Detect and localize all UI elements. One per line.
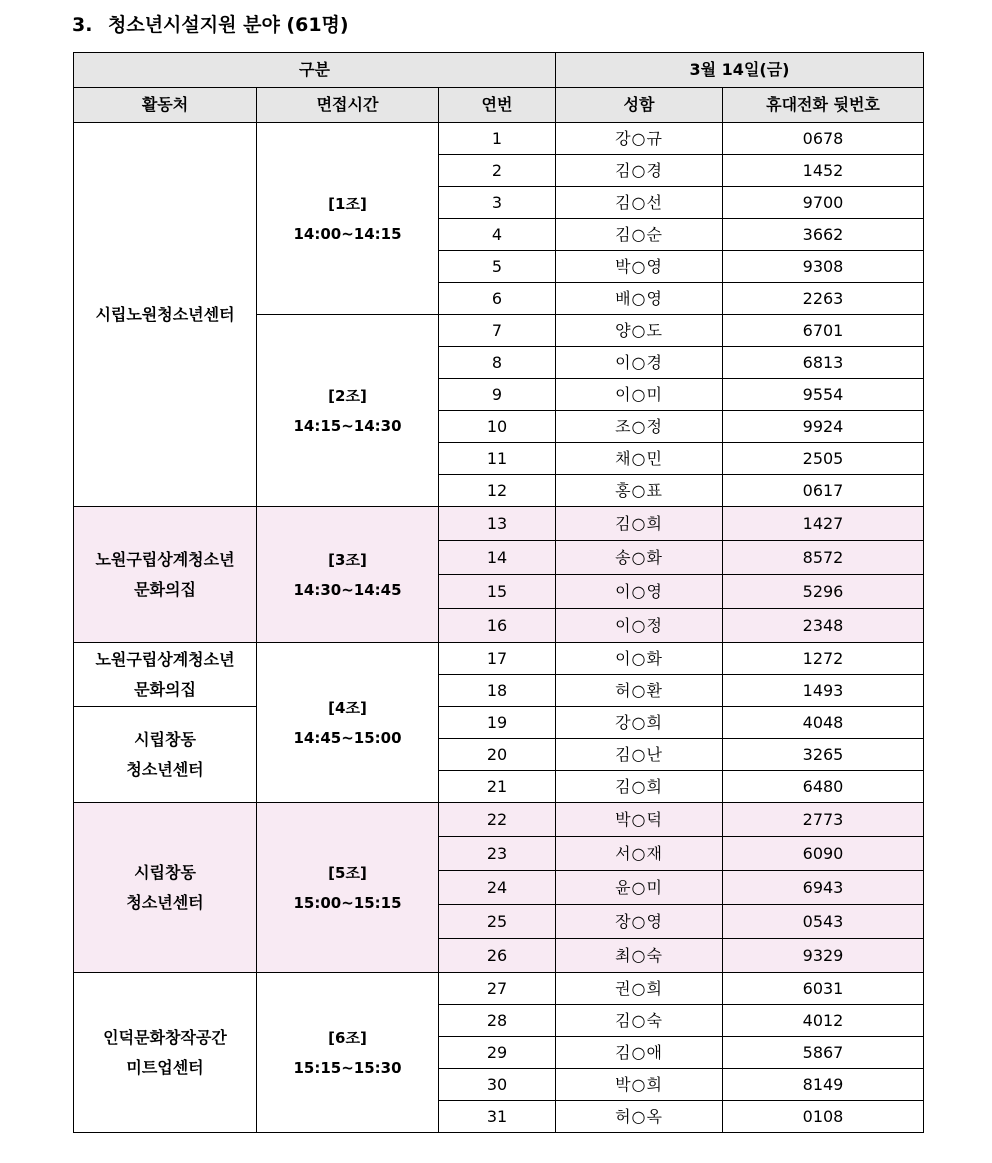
phone-suffix-cell: 8149 [723, 1069, 924, 1101]
name-cell: 김○난 [556, 739, 723, 771]
serial-number-cell: 13 [439, 507, 556, 541]
phone-suffix-cell: 6090 [723, 837, 924, 871]
venue-name-line: 노원구립상계청소년 [95, 549, 235, 569]
slot-label: [1조] [328, 194, 367, 213]
serial-number-cell: 25 [439, 905, 556, 939]
phone-suffix-cell: 9329 [723, 939, 924, 973]
slot-time: 14:00~14:15 [293, 224, 402, 243]
name-cell: 권○희 [556, 973, 723, 1005]
phone-suffix-cell: 3662 [723, 219, 924, 251]
interview-slot-cell [257, 123, 439, 315]
name-cell: 배○영 [556, 283, 723, 315]
slot-time: 15:00~15:15 [293, 893, 402, 912]
table-row [74, 643, 924, 675]
table-row [74, 507, 924, 541]
serial-number-cell: 30 [439, 1069, 556, 1101]
serial-number-cell: 27 [439, 973, 556, 1005]
venue-cell [74, 707, 257, 803]
page-title [72, 10, 349, 37]
name-cell: 이○정 [556, 609, 723, 643]
name-cell: 홍○표 [556, 475, 723, 507]
slot-time: 14:30~14:45 [293, 580, 402, 599]
column-header-venue: 활동처 [74, 88, 257, 123]
column-header-serial-number: 연번 [439, 88, 556, 123]
slot-label: [3조] [328, 550, 367, 569]
serial-number-cell: 10 [439, 411, 556, 443]
phone-suffix-cell: 0543 [723, 905, 924, 939]
name-cell: 김○순 [556, 219, 723, 251]
interview-slot-cell [257, 973, 439, 1133]
serial-number-cell: 1 [439, 123, 556, 155]
name-cell: 윤○미 [556, 871, 723, 905]
name-cell: 김○희 [556, 771, 723, 803]
name-cell: 강○규 [556, 123, 723, 155]
serial-number-cell: 28 [439, 1005, 556, 1037]
phone-suffix-cell: 0678 [723, 123, 924, 155]
serial-number-cell: 14 [439, 541, 556, 575]
serial-number-cell: 15 [439, 575, 556, 609]
venue-name-line: 문화의집 [134, 579, 196, 599]
name-cell: 장○영 [556, 905, 723, 939]
phone-suffix-cell: 6813 [723, 347, 924, 379]
slot-label: [4조] [328, 698, 367, 717]
column-header-name: 성함 [556, 88, 723, 123]
name-cell: 양○도 [556, 315, 723, 347]
section-title: 청소년시설지원 분야 (61명) [108, 14, 349, 36]
serial-number-cell: 29 [439, 1037, 556, 1069]
serial-number-cell: 24 [439, 871, 556, 905]
serial-number-cell: 21 [439, 771, 556, 803]
venue-cell [74, 803, 257, 973]
interview-slot-cell [257, 315, 439, 507]
venue-name-line: 노원구립상계청소년 [95, 649, 235, 669]
serial-number-cell: 31 [439, 1101, 556, 1133]
slot-label: [5조] [328, 863, 367, 882]
name-cell: 김○선 [556, 187, 723, 219]
phone-suffix-cell: 0108 [723, 1101, 924, 1133]
table-row [74, 803, 924, 837]
slot-time: 15:15~15:30 [293, 1058, 402, 1077]
phone-suffix-cell: 1272 [723, 643, 924, 675]
name-cell: 허○환 [556, 675, 723, 707]
serial-number-cell: 9 [439, 379, 556, 411]
table-body [74, 53, 924, 1133]
phone-suffix-cell: 5296 [723, 575, 924, 609]
name-cell: 이○경 [556, 347, 723, 379]
serial-number-cell: 5 [439, 251, 556, 283]
name-cell: 조○정 [556, 411, 723, 443]
phone-suffix-cell: 2773 [723, 803, 924, 837]
name-cell: 허○옥 [556, 1101, 723, 1133]
phone-suffix-cell: 6480 [723, 771, 924, 803]
phone-suffix-cell: 2505 [723, 443, 924, 475]
section-number: 3. [72, 14, 93, 36]
category-header: 구분 [74, 53, 556, 88]
interview-slot-cell [257, 803, 439, 973]
name-cell: 김○희 [556, 507, 723, 541]
venue-name-line: 인덕문화창작공간 [103, 1027, 227, 1047]
slot-label: [6조] [328, 1028, 367, 1047]
serial-number-cell: 19 [439, 707, 556, 739]
venue-cell [74, 123, 257, 507]
table-row [74, 123, 924, 155]
venue-name-line: 시립창동 [134, 729, 196, 749]
header-row-1 [74, 53, 924, 88]
serial-number-cell: 17 [439, 643, 556, 675]
name-cell: 최○숙 [556, 939, 723, 973]
interview-slot-cell [257, 643, 439, 803]
serial-number-cell: 22 [439, 803, 556, 837]
name-cell: 이○화 [556, 643, 723, 675]
table-row [74, 973, 924, 1005]
serial-number-cell: 3 [439, 187, 556, 219]
phone-suffix-cell: 9554 [723, 379, 924, 411]
slot-time: 14:45~15:00 [293, 728, 402, 747]
serial-number-cell: 26 [439, 939, 556, 973]
phone-suffix-cell: 0617 [723, 475, 924, 507]
phone-suffix-cell: 2348 [723, 609, 924, 643]
venue-name-line: 청소년센터 [126, 759, 204, 779]
name-cell: 송○화 [556, 541, 723, 575]
name-cell: 김○경 [556, 155, 723, 187]
name-cell: 박○희 [556, 1069, 723, 1101]
column-header-interview-time: 면접시간 [257, 88, 439, 123]
venue-cell [74, 643, 257, 707]
serial-number-cell: 12 [439, 475, 556, 507]
phone-suffix-cell: 9924 [723, 411, 924, 443]
serial-number-cell: 18 [439, 675, 556, 707]
phone-suffix-cell: 3265 [723, 739, 924, 771]
phone-suffix-cell: 6701 [723, 315, 924, 347]
serial-number-cell: 11 [439, 443, 556, 475]
serial-number-cell: 16 [439, 609, 556, 643]
name-cell: 이○미 [556, 379, 723, 411]
phone-suffix-cell: 1493 [723, 675, 924, 707]
phone-suffix-cell: 8572 [723, 541, 924, 575]
venue-name-line: 미트업센터 [126, 1057, 204, 1077]
serial-number-cell: 2 [439, 155, 556, 187]
serial-number-cell: 7 [439, 315, 556, 347]
phone-suffix-cell: 6943 [723, 871, 924, 905]
interview-slot-cell [257, 507, 439, 643]
phone-suffix-cell: 1427 [723, 507, 924, 541]
slot-label: [2조] [328, 386, 367, 405]
name-cell: 김○애 [556, 1037, 723, 1069]
header-row-2 [74, 88, 924, 123]
phone-suffix-cell: 2263 [723, 283, 924, 315]
phone-suffix-cell: 6031 [723, 973, 924, 1005]
serial-number-cell: 20 [439, 739, 556, 771]
date-header: 3월 14일(금) [556, 53, 924, 88]
column-header-phone-suffix: 휴대전화 뒷번호 [723, 88, 924, 123]
serial-number-cell: 6 [439, 283, 556, 315]
name-cell: 김○숙 [556, 1005, 723, 1037]
phone-suffix-cell: 9700 [723, 187, 924, 219]
venue-name-line: 청소년센터 [126, 892, 204, 912]
venue-cell [74, 973, 257, 1133]
table-row [74, 707, 924, 739]
phone-suffix-cell: 4048 [723, 707, 924, 739]
name-cell: 강○희 [556, 707, 723, 739]
serial-number-cell: 4 [439, 219, 556, 251]
phone-suffix-cell: 4012 [723, 1005, 924, 1037]
slot-time: 14:15~14:30 [293, 416, 402, 435]
venue-cell [74, 507, 257, 643]
phone-suffix-cell: 1452 [723, 155, 924, 187]
phone-suffix-cell: 5867 [723, 1037, 924, 1069]
venue-name-line: 문화의집 [134, 679, 196, 699]
venue-name-line: 시립노원청소년센터 [95, 304, 235, 324]
name-cell: 박○영 [556, 251, 723, 283]
serial-number-cell: 8 [439, 347, 556, 379]
name-cell: 이○영 [556, 575, 723, 609]
phone-suffix-cell: 9308 [723, 251, 924, 283]
name-cell: 서○재 [556, 837, 723, 871]
interview-schedule-table [73, 52, 924, 1133]
serial-number-cell: 23 [439, 837, 556, 871]
name-cell: 채○민 [556, 443, 723, 475]
name-cell: 박○덕 [556, 803, 723, 837]
venue-name-line: 시립창동 [134, 862, 196, 882]
